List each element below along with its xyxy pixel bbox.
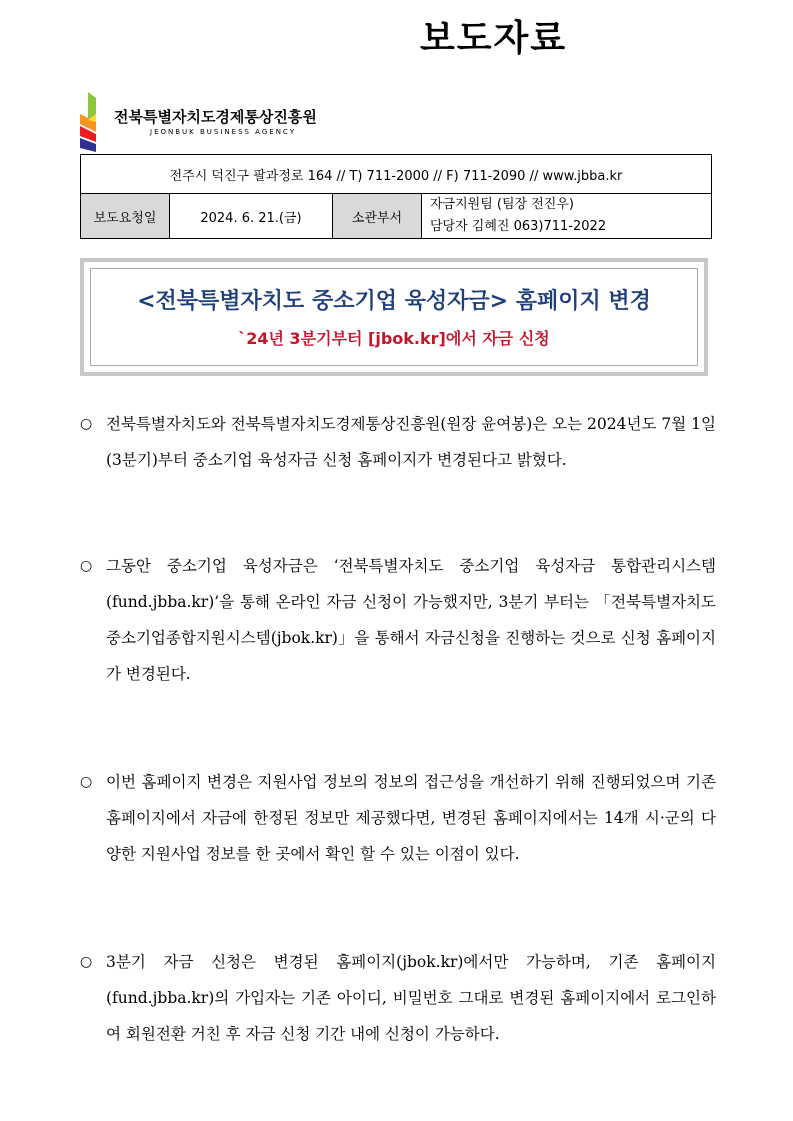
org-name: 전북특별자치도경제통상진흥원 [114,108,317,126]
press-info-table [80,154,712,239]
paragraph-3 [80,764,716,872]
org-name-en: JEONBUK BUSINESS AGENCY [150,128,296,136]
subheadline: `24년 3분기부터 [jbok.kr]에서 자금 신청 [238,329,550,348]
paragraph-text: 이번 홈페이지 변경은 지원사업 정보의 정보의 접근성을 개선하기 위해 진행되었으며 기존 홈페이지에서 자금에 한정된 정보만 제공했다면, 변경된 홈페이지에서는 14개 시·군의 다양한 지원사업 정보를 한 곳에서 확인 할 수 있는 이점이 있다. [106,773,716,863]
dept-label: 소관부서 [333,194,422,239]
dept-team: 자금지원팀 (팀장 전진우) [430,197,574,212]
paragraph-2 [80,548,716,692]
document-title: 보도자료 [420,18,568,59]
org-logo [78,92,338,154]
headline-box [80,258,708,376]
bullet-circle: ○ [80,954,93,970]
paragraph-text: 전북특별자치도와 전북특별자치도경제통상진흥원(원장 윤여봉)은 오는 2024년도 7월 1일(3분기)부터 중소기업 육성자금 신청 홈페이지가 변경된다고 밝혔다. [106,415,716,469]
dept-contact: 담당자 김혜진 063)711-2022 [430,219,607,234]
headline: <전북특별자치도 중소기업 육성자금> 홈페이지 변경 [137,289,651,314]
bullet-circle: ○ [80,774,93,790]
dept-info [422,194,712,239]
bullet-circle: ○ [80,558,93,574]
contact-line: 전주시 덕진구 팔과정로 164 // T) 711-2000 // F) 711-2090 // www.jbba.kr [81,155,712,194]
bullet-circle: ○ [80,416,93,432]
headline-inner-frame [90,268,698,366]
request-date: 2024. 6. 21.(금) [170,194,333,239]
paragraph-text: 3분기 자금 신청은 변경된 홈페이지(jbok.kr)에서만 가능하며, 기존 홈페이지(fund.jbba.kr)의 가입자는 기존 아이디, 비밀번호 그대로 변경된 홈페이지에서 로그인하여 회원전환 거친 후 자금 신청 기간 내에 신청이 가능하다. [106,953,716,1043]
request-date-label: 보도요청일 [81,194,170,239]
paragraph-4 [80,944,716,1052]
paragraph-1 [80,406,716,478]
org-logo-icon [78,92,108,152]
paragraph-text: 그동안 중소기업 육성자금은 ‘전북특별자치도 중소기업 육성자금 통합관리시스템(fund.jbba.kr)’을 통해 온라인 자금 신청이 가능했지만, 3분기 부터는 「전북특별자치도 중소기업종합지원시스템(jbok.kr)」을 통해서 자금신청을 진행하는 것으로 신청 홈페이지가 변경된다. [106,557,716,683]
